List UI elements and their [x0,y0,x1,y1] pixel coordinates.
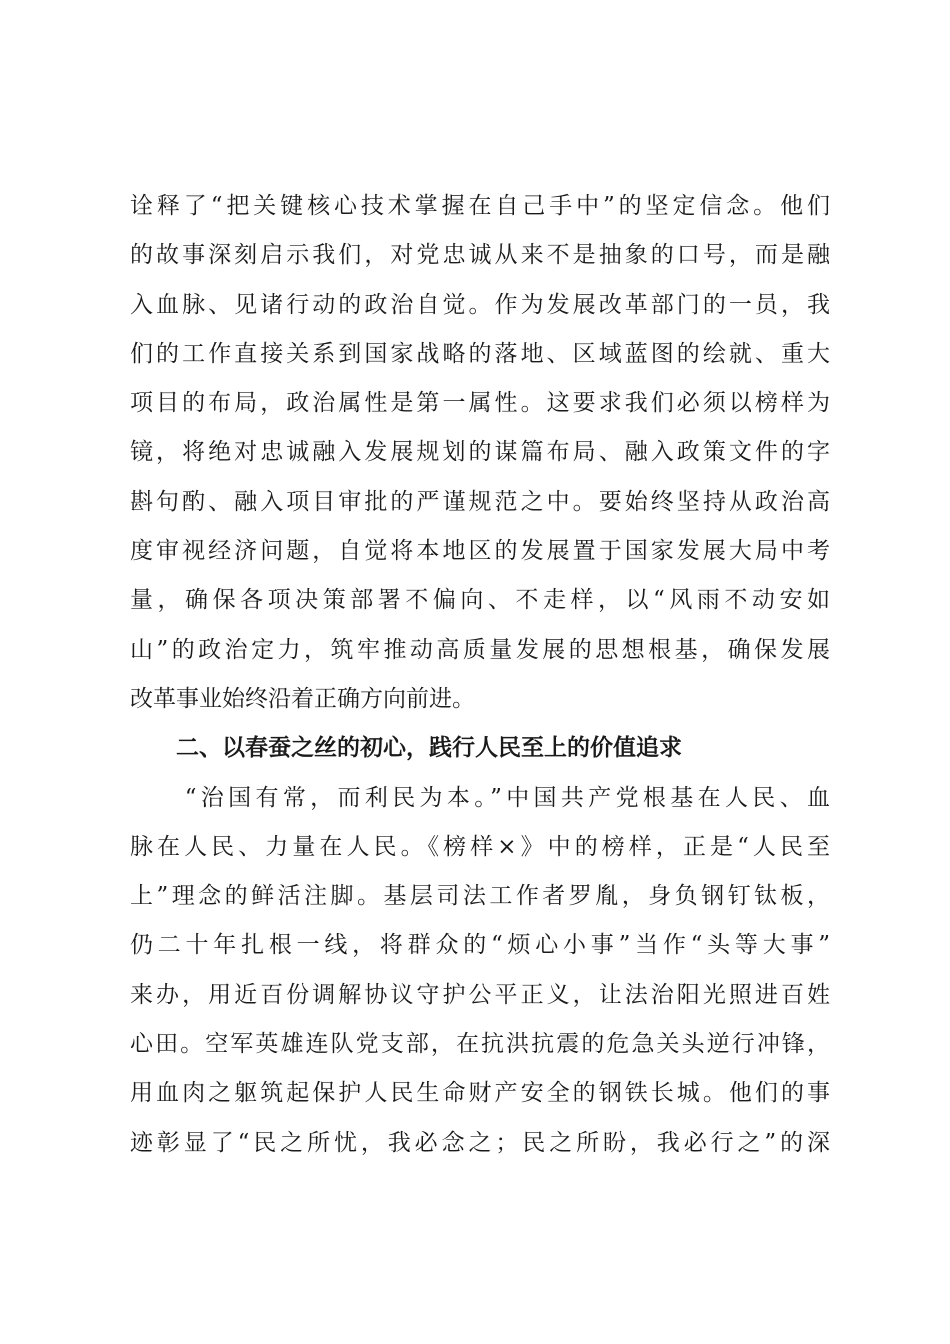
paragraph-1-line: 诠释了“把关键核心技术掌握在自己手中”的坚定信念。他们 [130,193,830,219]
paragraph-2-line: 用血肉之躯筑起保护人民生命财产安全的钢铁长城。他们的事 [130,1080,830,1107]
paragraph-2-line: 心田。空军英雄连队党支部，在抗洪抗震的危急关头逆行冲锋， [130,1031,830,1058]
document-body [130,182,830,1168]
paragraph-1-line: 们的工作直接关系到国家战略的落地、区域蓝图的绘就、重大 [130,340,830,367]
paragraph-1-line: 改革事业始终沿着正确方向前进。 [130,685,475,712]
paragraph-2-line: 脉在人民、力量在人民。《榜样×》中的榜样，正是“人民至 [130,833,830,860]
paragraph-2-line: “治国有常，而利民为本。”中国共产党根基在人民、血 [130,784,830,811]
paragraph-1-line: 斟句酌、融入项目审批的严谨规范之中。要始终坚持从政治高 [130,488,830,515]
paragraph-1-line: 项目的布局，政治属性是第一属性。这要求我们必须以榜样为 [130,390,830,417]
paragraph-1-line: 镜，将绝对忠诚融入发展规划的谋篇布局、融入政策文件的字 [130,439,830,466]
paragraph-2-line: 来办，用近百份调解协议守护公平正义，让法治阳光照进百姓 [130,981,830,1008]
paragraph-1-line: 入血脉、见诸行动的政治自觉。作为发展改革部门的一员，我 [130,291,830,318]
paragraph-1-line: 度审视经济问题，自觉将本地区的发展置于国家发展大局中考 [130,538,830,565]
section-heading-2: 二、以春蚕之丝的初心，践行人民至上的价值追求 [176,735,682,762]
paragraph-1-line: 山”的政治定力，筑牢推动高质量发展的思想根基，确保发展 [130,636,830,663]
paragraph-1-line: 量，确保各项决策部署不偏向、不走样，以“风雨不动安如 [130,587,830,614]
paragraph-2-line: 迹彰显了“民之所忧，我必念之；民之所盼，我必行之”的深 [130,1129,830,1156]
paragraph-2-line: 仍二十年扎根一线，将群众的“烦心小事”当作“头等大事” [130,932,830,959]
paragraph-1-line: 的故事深刻启示我们，对党忠诚从来不是抽象的口号，而是融 [130,242,830,269]
paragraph-2-line: 上”理念的鲜活注脚。基层司法工作者罗胤，身负钢钉钛板， [130,883,830,910]
